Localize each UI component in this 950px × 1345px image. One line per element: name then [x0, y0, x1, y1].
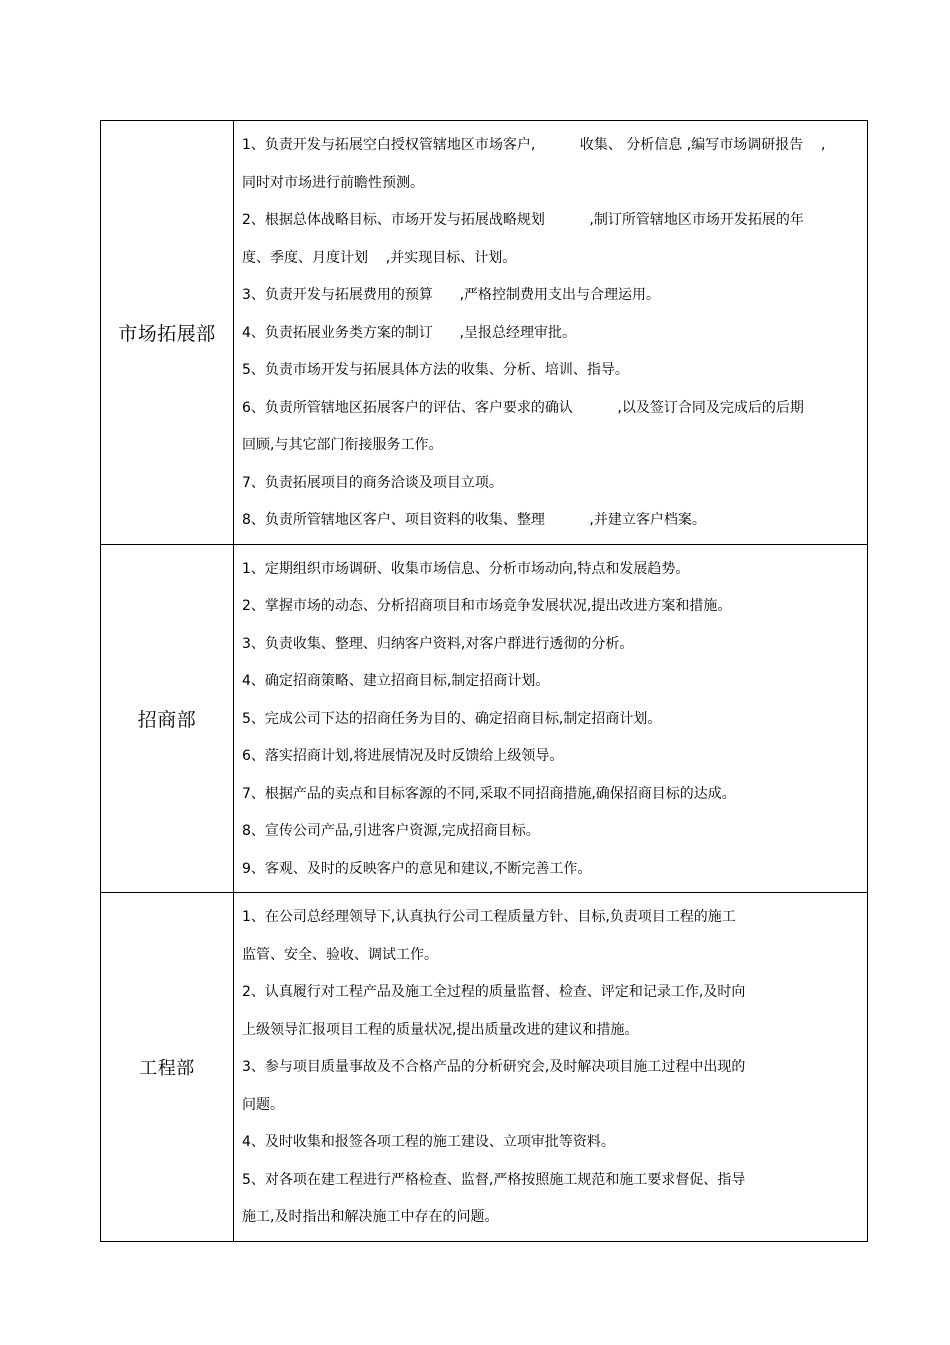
duty-line: 3、参与项目质量事故及不合格产品的分析研究会,及时解决项目施工过程中出现的	[242, 1059, 746, 1075]
duty-line: 8、负责所管辖地区客户、项目资料的收集、整理 ,并建立客户档案。	[242, 512, 706, 528]
duty-line: 4、确定招商策略、建立招商目标,制定招商计划。	[242, 673, 550, 689]
duty-line: 5、对各项在建工程进行严格检查、监督,严格按照施工规范和施工要求督促、指导	[242, 1171, 746, 1188]
duty-line: 3、负责开发与拓展费用的预算 ,严格控制费用支出与合理运用。	[242, 287, 661, 303]
duty-line: 7、根据产品的卖点和目标客源的不同,采取不同招商措施,确保招商目标的达成。	[242, 785, 736, 802]
duty-line: 5、负责市场开发与拓展具体方法的收集、分析、培训、指导。	[242, 362, 629, 378]
duty-line: 同时对市场进行前瞻性预测。	[242, 174, 424, 191]
duty-line: 2、认真履行对工程产品及施工全过程的质量监督、检查、评定和记录工作,及时向	[242, 984, 746, 1000]
duties-cell-engineering	[234, 893, 868, 1242]
duty-line: 2、掌握市场的动态、分析招商项目和市场竞争发展状况,提出改进方案和措施。	[242, 598, 732, 614]
duty-line: 1、在公司总经理领导下,认真执行公司工程质量方针、目标,负责项目工程的施工	[242, 909, 736, 925]
duty-line: 7、负责拓展项目的商务洽谈及项目立项。	[242, 474, 503, 491]
table-row-market-expansion	[101, 121, 868, 545]
duty-line: 3、负责收集、整理、归纳客户资料,对客户群进行透彻的分析。	[242, 635, 634, 652]
duty-line: 1、负责开发与拓展空白授权管辖地区市场客户, 收集、 分析信息 ,编写市场调研报告 ,	[242, 137, 826, 153]
duty-line: 4、及时收集和报签各项工程的施工建设、立项审批等资料。	[242, 1134, 615, 1150]
duty-line: 5、完成公司下达的招商任务为目的、确定招商目标,制定招商计划。	[242, 710, 662, 727]
dept-name-engineering: 工程部	[139, 1057, 195, 1079]
duties-cell-market-expansion	[234, 121, 868, 545]
dept-name-cell	[101, 893, 234, 1242]
duty-line: 2、根据总体战略目标、市场开发与拓展战略规划 ,制订所管辖地区市场开发拓展的年	[242, 212, 804, 228]
dept-name-cell	[101, 544, 234, 893]
duty-line: 问题。	[242, 1096, 284, 1113]
duty-line: 度、季度、月度计划 ,并实现目标、计划。	[242, 249, 517, 266]
duty-line: 1、定期组织市场调研、收集市场信息、分析市场动向,特点和发展趋势。	[242, 560, 690, 577]
dept-name-market-expansion: 市场拓展部	[118, 322, 216, 345]
department-duties-table	[100, 120, 868, 1242]
duty-line: 监管、安全、验收、调试工作。	[242, 946, 438, 963]
duties-cell-investment	[234, 544, 868, 893]
table-row-engineering	[101, 893, 868, 1242]
duty-line: 上级领导汇报项目工程的质量状况,提出质量改进的建议和措施。	[242, 1021, 639, 1038]
duty-line: 6、落实招商计划,将进展情况及时反馈给上级领导。	[242, 748, 564, 764]
duty-line: 4、负责拓展业务类方案的制订 ,呈报总经理审批。	[242, 324, 577, 341]
table-row-investment	[101, 544, 868, 893]
dept-name-cell	[101, 121, 234, 545]
dept-name-investment: 招商部	[137, 708, 197, 731]
duty-line: 回顾,与其它部门衔接服务工作。	[242, 437, 443, 453]
duty-line: 8、宣传公司产品,引进客户资源,完成招商目标。	[242, 823, 540, 839]
duty-line: 9、客观、及时的反映客户的意见和建议,不断完善工作。	[242, 860, 592, 877]
duty-line: 施工,及时指出和解决施工中存在的问题。	[242, 1209, 499, 1225]
duty-line: 6、负责所管辖地区拓展客户的评估、客户要求的确认 ,以及签订合同及完成后的后期	[242, 399, 804, 416]
